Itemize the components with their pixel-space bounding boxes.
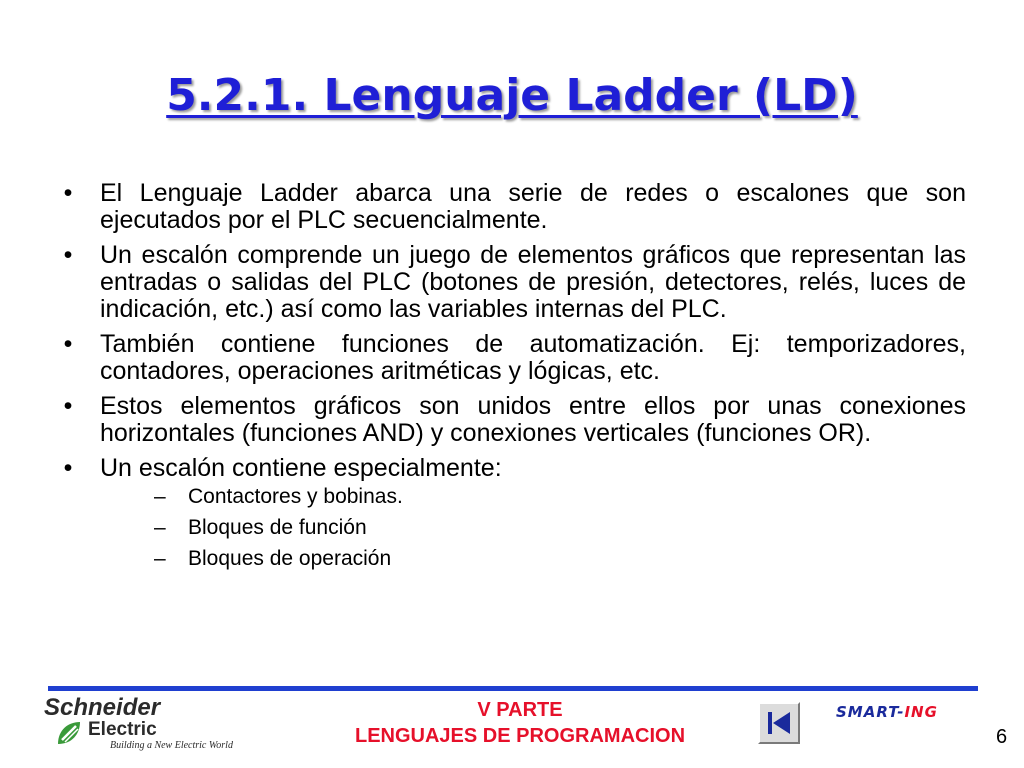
sub-bullet-item bbox=[100, 515, 966, 540]
bullet-list bbox=[58, 180, 966, 571]
sub-bullet-text: Contactores y bobinas. bbox=[188, 485, 403, 508]
slide-content bbox=[58, 180, 966, 579]
page-number: 6 bbox=[996, 726, 1008, 748]
bullet-item bbox=[58, 393, 966, 447]
bullet-item bbox=[58, 180, 966, 234]
schneider-logo bbox=[44, 692, 244, 756]
skip-back-icon bbox=[760, 704, 798, 742]
bullet-text: Un escalón contiene especialmente: bbox=[100, 454, 502, 482]
bullet-marker: • bbox=[63, 454, 73, 482]
footer-part: V PARTE bbox=[477, 699, 563, 721]
bullet-text: Estos elementos gráficos son unidos entre ellos por unas conexiones horizontales (funciones AND) y conexiones verticales (funciones OR). bbox=[100, 392, 966, 447]
bullet-text: El Lenguaje Ladder abarca una serie de redes o escalones que son ejecutados por el PLC secuencialmente. bbox=[100, 179, 966, 234]
bullet-marker: • bbox=[63, 392, 73, 420]
logo-leaf-icon bbox=[54, 718, 84, 748]
bullet-marker: • bbox=[63, 241, 73, 269]
logo-name: Schneider bbox=[44, 694, 161, 721]
bullet-item bbox=[58, 455, 966, 571]
footer-divider bbox=[48, 686, 978, 691]
sub-bullet-list bbox=[100, 484, 966, 571]
smart-ing-logo bbox=[836, 703, 938, 721]
bullet-text: Un escalón comprende un juego de elementos gráficos que representan las entradas o salidas del PLC (botones de presión, detectores, relés, luces de indicación, etc.) así como las variables internas del PLC. bbox=[100, 241, 966, 323]
sub-bullet-marker: – bbox=[154, 485, 166, 508]
sub-bullet-marker: – bbox=[154, 516, 166, 539]
bullet-item bbox=[58, 331, 966, 385]
brand-suffix: ING bbox=[904, 703, 938, 721]
logo-sub: Electric bbox=[88, 719, 157, 740]
slide-title: 5.2.1. Lenguaje Ladder (LD) bbox=[166, 70, 858, 121]
bullet-marker: • bbox=[63, 179, 73, 207]
sub-bullet-item bbox=[100, 546, 966, 571]
back-to-start-button[interactable] bbox=[758, 702, 800, 744]
bullet-marker: • bbox=[63, 330, 73, 358]
footer-subject: LENGUAJES DE PROGRAMACION bbox=[354, 725, 686, 747]
sub-bullet-item bbox=[100, 484, 966, 509]
bullet-text: También contiene funciones de automatización. Ej: temporizadores, contadores, operaciones aritméticas y lógicas, etc. bbox=[100, 330, 966, 385]
sub-bullet-text: Bloques de función bbox=[188, 516, 367, 539]
brand-main: SMART- bbox=[836, 703, 905, 721]
bullet-item bbox=[58, 242, 966, 323]
sub-bullet-text: Bloques de operación bbox=[188, 547, 392, 570]
sub-bullet-marker: – bbox=[154, 547, 166, 570]
logo-tagline: Building a New Electric World bbox=[110, 740, 233, 751]
